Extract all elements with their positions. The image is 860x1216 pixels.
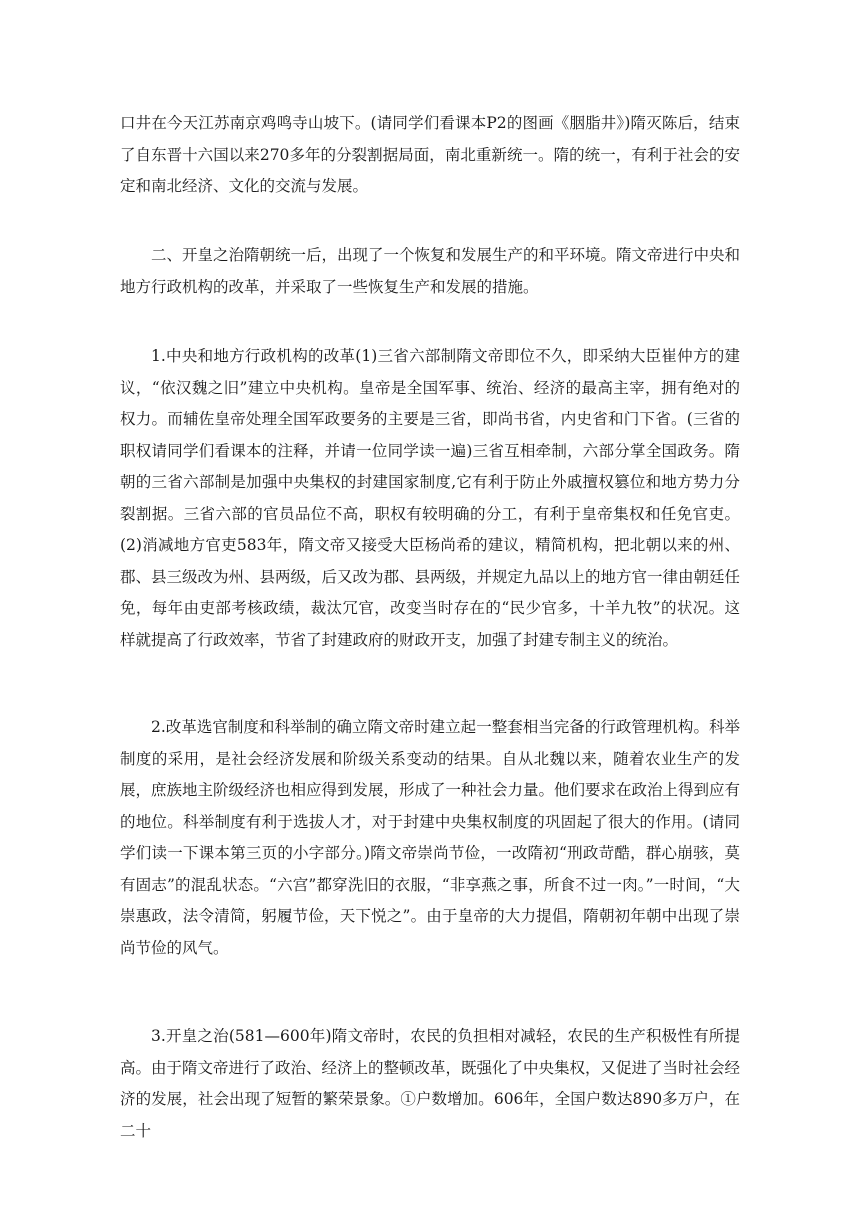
paragraph-kaihuang-intro: 二、开皇之治隋朝统一后，出现了一个恢复和发展生产的和平环境。隋文帝进行中央和地方行政机构的改革，并采取了一些恢复生产和发展的措施。 — [120, 246, 741, 296]
paragraph-admin-reform: 1.中央和地方行政机构的改革(1)三省六部制隋文帝即位不久，即采纳大臣崔仲方的建议，“依汉魏之旧”建立中央机构。皇帝是全国军事、统治、经济的最高主宰，拥有绝对的权力。而辅佐皇帝处理全国军政要务的主要是三省，即尚书省，内史省和门下省。(三省的职权请同学们看课本的注释，并请一位同学读一遍)三省互相牵制，六部分掌全国政务。隋朝的三省六部制是加强中央集权的封建国家制度,它有利于防止外戚擅权篡位和地方势力分裂割据。三省六部的官员品位不高，职权有较明确的分工，有利于皇帝集权和任免官吏。(2)消减地方官吏583年，隋文帝又接受大臣杨尚希的建议，精简机构，把北朝以来的州、郡、县三级改为州、县两级，后又改为郡、县两级，并规定九品以上的地方官一律由朝廷任免，每年由吏部考核政绩，裁汰冗官，改变当时存在的“民少官多，十羊九牧”的状况。这样就提高了行政效率，节省了封建政府的财政开支，加强了封建专制主义的统治。 — [120, 347, 741, 649]
paragraph-kaihuang-rule: 3.开皇之治(581—600年)隋文帝时，农民的负担相对减轻，农民的生产积极性有所提高。由于隋文帝进行了政治、经济上的整顿改革，既强化了中央集权，又促进了当时社会经济的发展，社会出现了短暂的繁荣景象。①户数增加。606年，全国户数达890多万户，在二十 — [120, 1027, 741, 1140]
paragraph-sui-unification: 口井在今天江苏南京鸡鸣寺山坡下。(请同学们看课本P2的图画《胭脂井》)隋灭陈后，结束了自东晋十六国以来270多年的分裂割据局面，南北重新统一。隋的统一，有利于社会的安定和南北经济、文化的交流与发展。 — [120, 114, 740, 195]
paragraph-imperial-exam: 2.改革选官制度和科举制的确立隋文帝时建立起一整套相当完备的行政管理机构。科举制度的采用，是社会经济发展和阶级关系变动的结果。自从北魏以来，随着农业生产的发展，庶族地主阶级经济也相应得到发展，形成了一种社会力量。他们要求在政治上得到应有的地位。科举制度有利于选拔人才，对于封建中央集权制度的巩固起了很大的作用。(请同学们读一下课本第三页的小字部分。)隋文帝崇尚节俭，一改隋初“刑政苛酷，群心崩骇，莫有固志”的混乱状态。“六宫”都穿洗旧的衣服，“非享燕之事，所食不过一肉。”一时间，“大崇惠政，法令清简，躬履节俭，天下悦之”。由于皇帝的大力提倡，隋朝初年朝中出现了崇尚节俭的风气。 — [120, 718, 741, 957]
